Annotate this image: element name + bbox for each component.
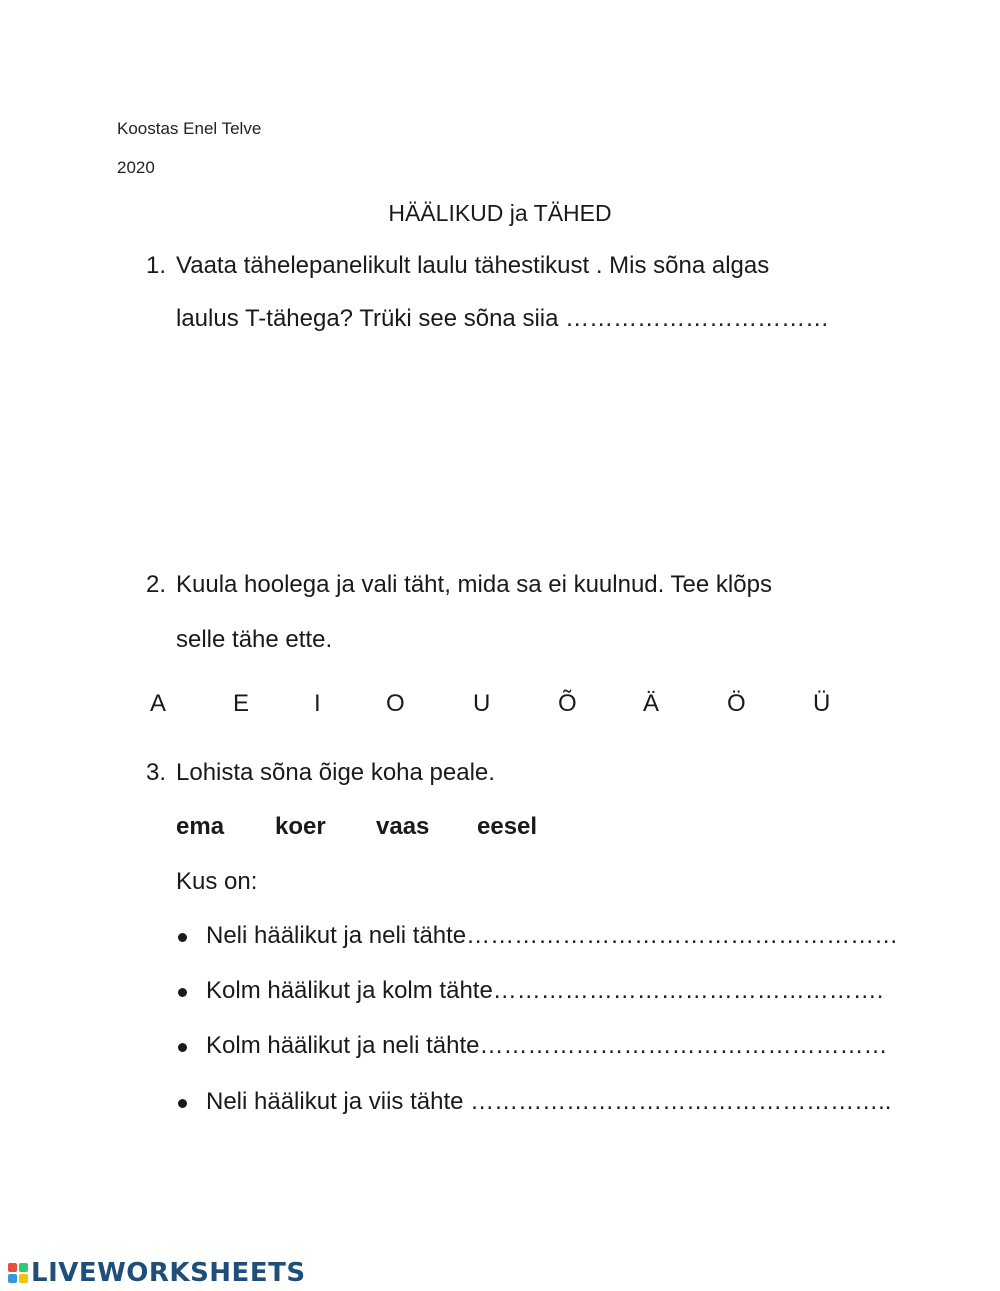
author-line: Koostas Enel Telve [117,119,262,138]
question-2-number: 2. [146,571,167,598]
question-2-line-1: Kuula hoolega ja vali täht, mida sa ei kuulnud. Tee klõps [176,571,772,598]
letter-choice-o-tilde[interactable]: Õ [558,690,577,717]
answer-row-4-text: Neli häälikut ja viis tähte …………………………………………….. [206,1088,892,1115]
bullet-icon [178,933,187,942]
question-3-prompt: Kus on: [176,868,258,895]
question-3-line-1: Lohista sõna õige koha peale. [176,759,495,786]
question-2-line-2: selle tähe ette. [176,626,333,653]
page-title: HÄÄLIKUD ja TÄHED [388,200,612,226]
word-vaas[interactable]: vaas [376,813,430,840]
logo-blocks-icon [8,1263,28,1283]
bullet-icon [178,1099,187,1108]
answer-row-2-text: Kolm häälikut ja kolm tähte…………………………………………. [206,977,884,1004]
word-ema[interactable]: ema [176,813,225,840]
letter-choice-a[interactable]: A [150,690,167,717]
word-eesel[interactable]: eesel [477,813,538,840]
answer-row-1-text: Neli häälikut ja neli tähte……………………………………………… [206,922,899,949]
letter-choice-a-umlaut[interactable]: Ä [643,690,660,717]
answer-row-3-text: Kolm häälikut ja neli tähte…………………………………………… [206,1032,888,1059]
question-1-line-2: laulus T-tähega? Trüki see sõna siia …………………………… [176,305,830,332]
question-1-number: 1. [146,252,167,279]
word-koer[interactable]: koer [275,813,326,840]
bullet-icon [178,1043,187,1052]
question-3-number: 3. [146,759,167,786]
letter-choice-e[interactable]: E [233,690,250,717]
letter-choice-u-umlaut[interactable]: Ü [813,690,831,717]
liveworksheets-logo[interactable] [8,1258,306,1288]
logo-text: LIVEWORKSHEETS [31,1258,306,1288]
letter-choice-o-umlaut[interactable]: Ö [727,690,746,717]
letter-choice-o[interactable]: O [386,690,405,717]
question-1-line-1: Vaata tähelepanelikult laulu tähestikust . Mis sõna algas [176,252,770,279]
year-line: 2020 [117,158,155,177]
bullet-icon [178,988,187,997]
letter-choices [0,690,1000,724]
letter-choice-i[interactable]: I [314,690,321,717]
letter-choice-u[interactable]: U [473,690,491,717]
